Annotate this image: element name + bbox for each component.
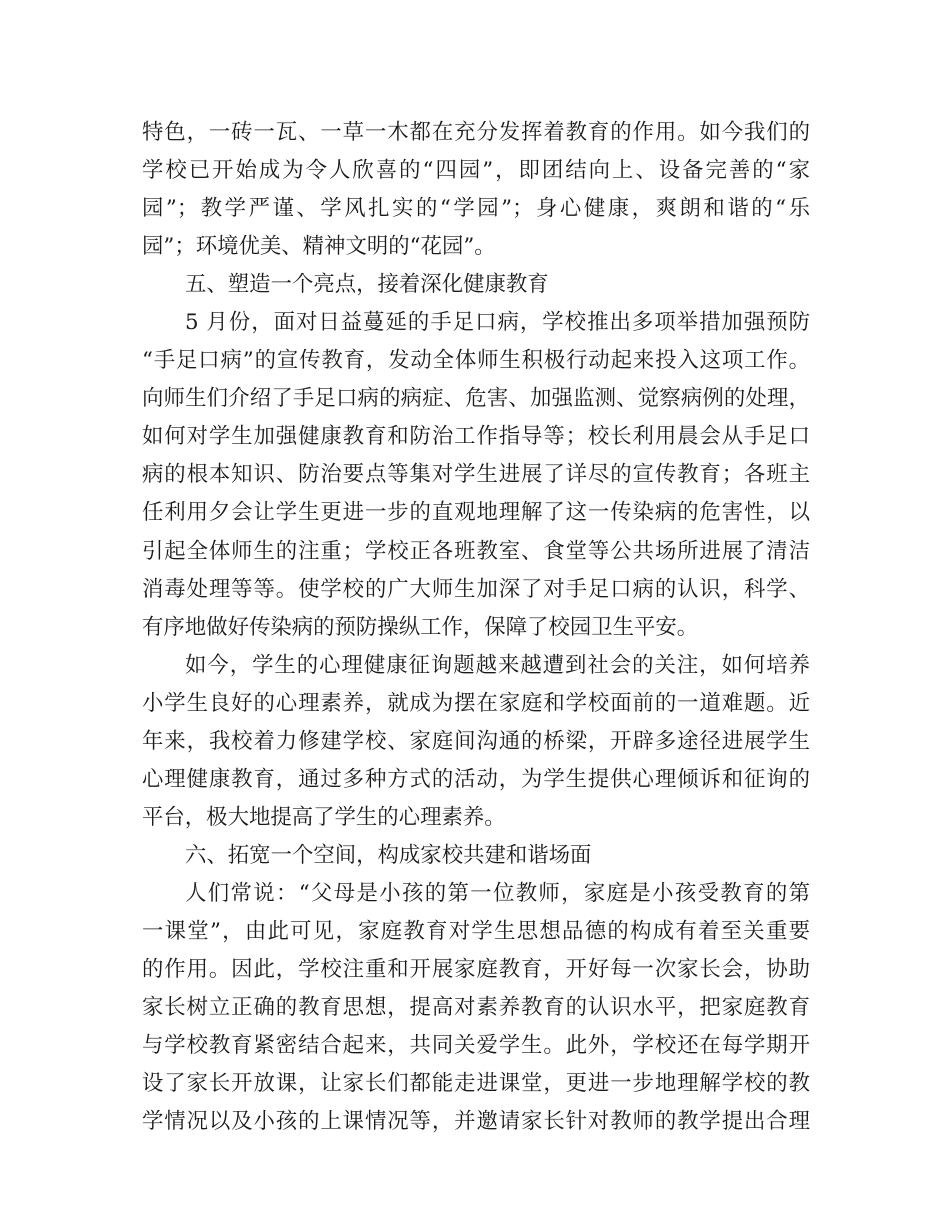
text-line: 园”；教学严谨、学风扎实的“学园”；身心健康，爽朗和谐的“乐 (142, 196, 810, 222)
text-line: 人们常说：“父母是小孩的第一位教师，家庭是小孩受教育的第 (185, 880, 810, 906)
text-line: “手足口病”的宣传教育，发动全体师生积极行动起来投入这项工作。 (142, 348, 810, 374)
text-line: 学情况以及小孩的上课情况等，并邀请家长针对教师的教学提出合理 (142, 1109, 810, 1135)
text-line: 年来，我校着力修建学校、家庭间沟通的桥梁，开辟多途径进展学生 (142, 728, 810, 754)
text-line: 心理健康教育，通过多种方式的活动，为学生提供心理倾诉和征询的 (142, 766, 810, 792)
text-line: 如今，学生的心理健康征询题越来越遭到社会的关注，如何培养 (185, 652, 810, 678)
text-line: 的作用。因此，学校注重和开展家庭教育，开好每一次家长会，协助 (142, 957, 810, 983)
text-line: 小学生良好的心理素养，就成为摆在家庭和学校面前的一道难题。近 (142, 690, 810, 716)
text-line: 六、拓宽一个空间，构成家校共建和谐场面 (185, 842, 592, 868)
text-line: 引起全体师生的注重；学校正各班教室、食堂等公共场所进展了清洁 (142, 538, 810, 564)
text-line: 如何对学生加强健康教育和防治工作指导等；校长利用晨会从手足口 (142, 424, 810, 450)
text-line: 有序地做好传染病的预防操纵工作，保障了校园卫生平安。 (142, 614, 699, 640)
text-line: 消毒处理等等。使学校的广大师生加深了对手足口病的认识，科学、 (142, 576, 810, 602)
text-line: 家长树立正确的教育思想，提高对素养教育的认识水平，把家庭教育 (142, 995, 810, 1021)
text-line: 向师生们介绍了手足口病的病症、危害、加强监测、觉察病例的处理， (142, 386, 810, 412)
text-line: 平台，极大地提高了学生的心理素养。 (142, 804, 506, 830)
text-line: 学校已开始成为令人欣喜的“四园”，即团结向上、设备完善的“家 (142, 158, 810, 184)
text-line: 特色，一砖一瓦、一草一木都在充分发挥着教育的作用。如今我们的 (142, 120, 810, 145)
text-line: 任利用夕会让学生更进一步的直观地理解了这一传染病的危害性，以 (142, 500, 810, 526)
text-line: 设了家长开放课，让家长们都能走进课堂，更进一步地理解学校的教 (142, 1071, 810, 1097)
text-line: 园”；环境优美、精神文明的“花园”。 (142, 234, 496, 260)
text-line: 病的根本知识、防治要点等集对学生进展了详尽的宣传教育；各班主 (142, 462, 810, 488)
text-line: 5 月份，面对日益蔓延的手足口病，学校推出多项举措加强预防 (185, 310, 810, 336)
text-line: 一课堂”，由此可见，家庭教育对学生思想品德的构成有着至关重要 (142, 918, 810, 944)
text-line: 与学校教育紧密结合起来，共同关爱学生。此外，学校还在每学期开 (142, 1033, 810, 1059)
text-line: 五、塑造一个亮点，接着深化健康教育 (185, 272, 549, 298)
body-text (142, 114, 810, 1141)
